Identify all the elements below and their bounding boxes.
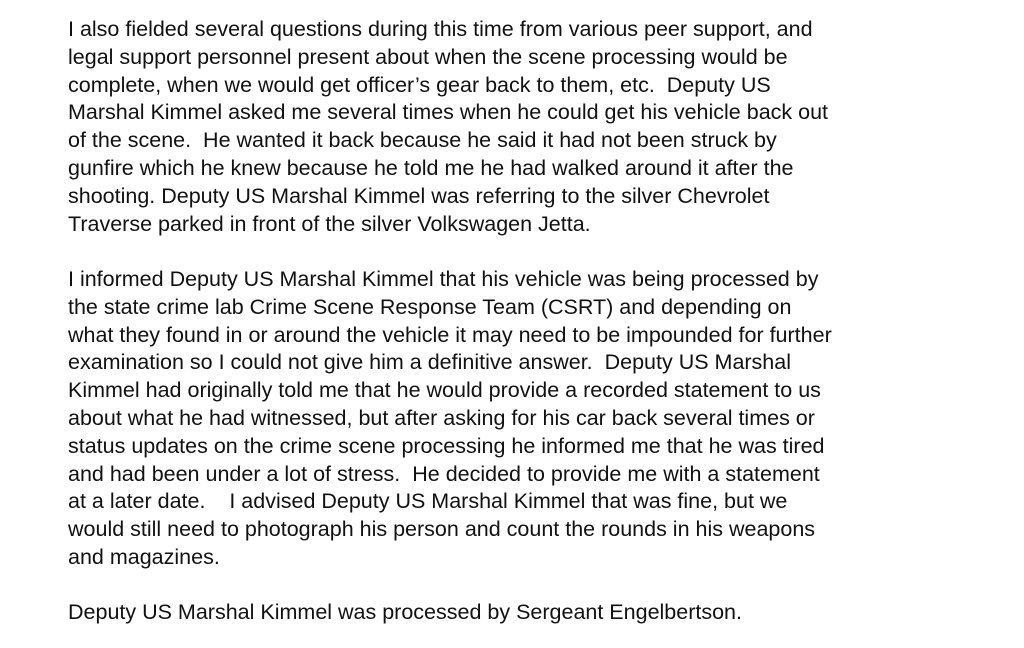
text-line: would still need to photograph his person and count the rounds in his weapons <box>68 517 816 542</box>
text-line: examination so I could not give him a definitive answer. Deputy US Marshal <box>68 350 792 375</box>
text-line: I also fielded several questions during this time from various peer support, and <box>68 17 813 41</box>
text-line: legal support personnel present about when the scene processing would be <box>68 44 788 69</box>
text-line: Traverse parked in front of the silver Volkswagen Jetta. <box>68 211 591 236</box>
text-line: and magazines. <box>68 544 220 569</box>
text-line: complete, when we would get officer’s gear back to them, etc. Deputy US <box>68 72 771 97</box>
text-line: at a later date. I advised Deputy US Marshal Kimmel that was fine, but we <box>68 489 788 514</box>
paragraph-vehicle-processing-and-statement <box>68 266 1008 572</box>
text-line: of the scene. He wanted it back because he said it had not been struck by <box>68 128 777 153</box>
paragraph-questions-and-vehicle <box>68 16 1008 238</box>
text-line: the state crime lab Crime Scene Response Team (CSRT) and depending on <box>68 294 792 319</box>
text-line: status updates on the crime scene processing he informed me that he was tired <box>68 433 825 458</box>
document-page <box>68 16 1008 627</box>
text-line: and had been under a lot of stress. He decided to provide me with a statement <box>68 461 820 486</box>
paragraph-processed-by-sergeant <box>68 599 1008 627</box>
text-line: shooting. Deputy US Marshal Kimmel was referring to the silver Chevrolet <box>68 183 770 208</box>
text-line: about what he had witnessed, but after asking for his car back several times or <box>68 405 815 430</box>
text-line: Marshal Kimmel asked me several times when he could get his vehicle back out <box>68 100 829 125</box>
text-line: Kimmel had originally told me that he would provide a recorded statement to us <box>68 378 821 403</box>
text-line: what they found in or around the vehicle it may need to be impounded for further <box>68 322 832 347</box>
text-line: Deputy US Marshal Kimmel was processed by Sergeant Engelbertson. <box>68 600 742 625</box>
text-line: I informed Deputy US Marshal Kimmel that his vehicle was being processed by <box>68 266 819 291</box>
text-line: gunfire which he knew because he told me he had walked around it after the <box>68 155 794 180</box>
